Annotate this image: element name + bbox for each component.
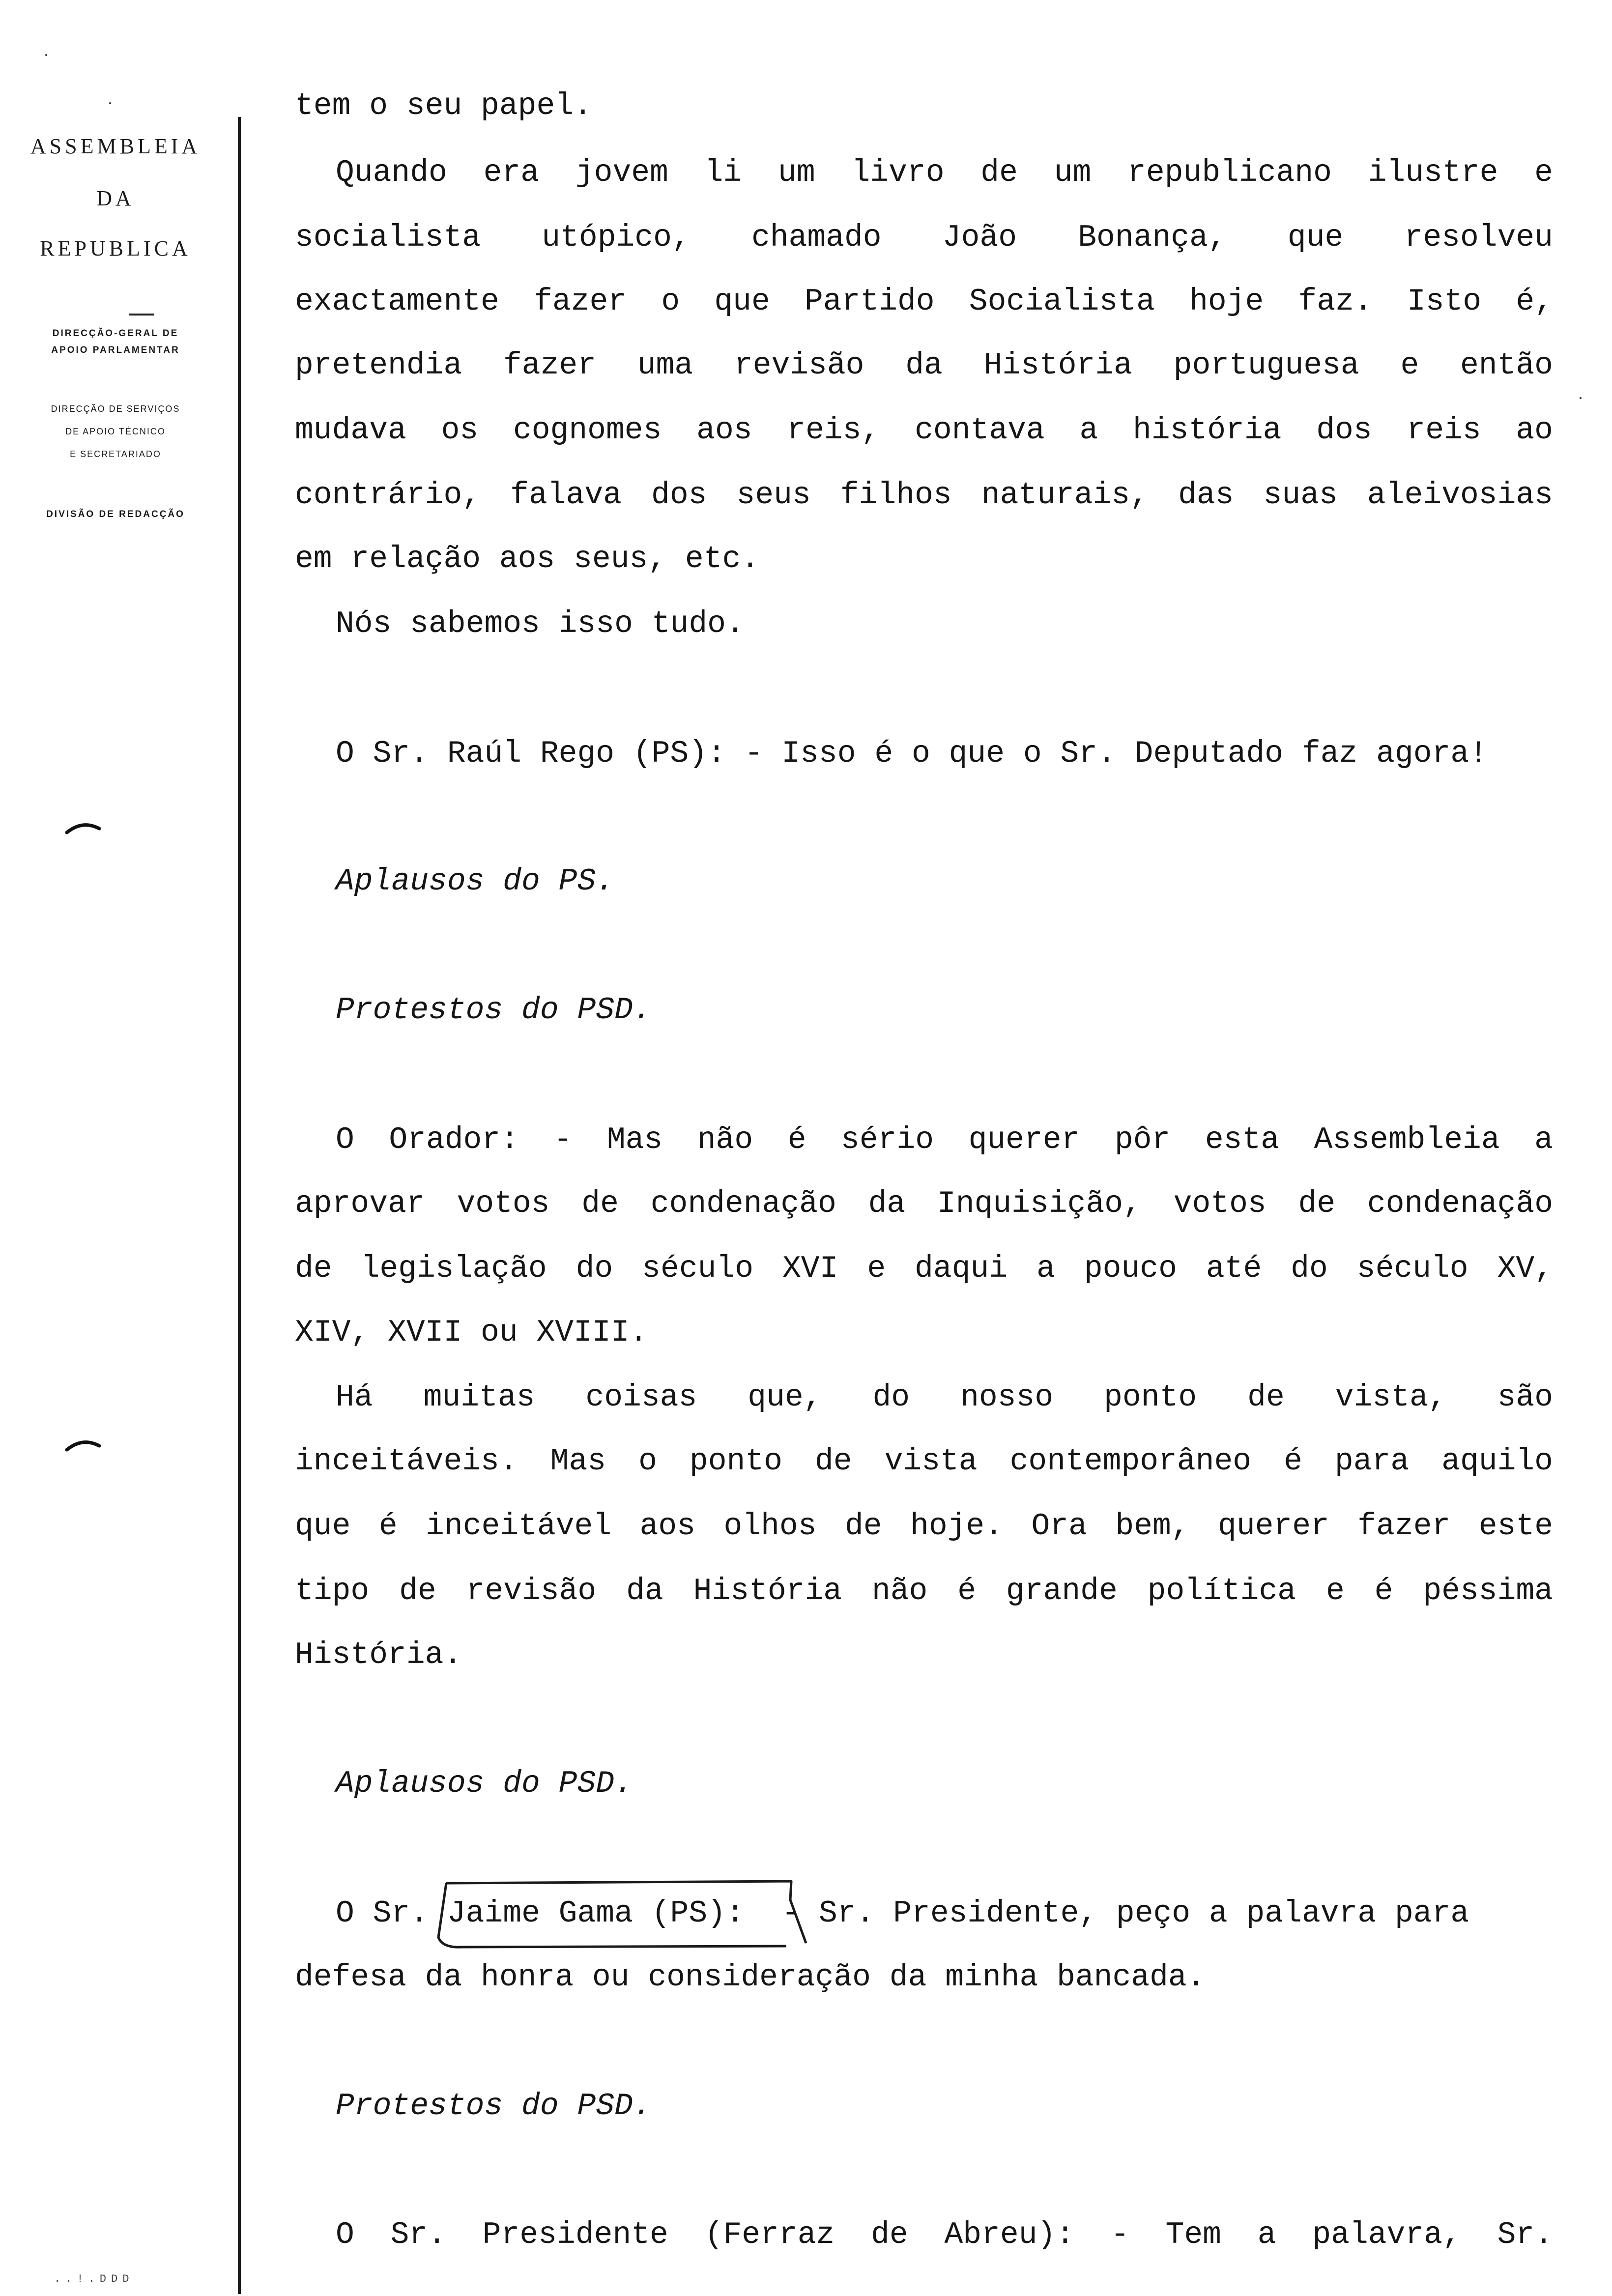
hand-drawn-box xyxy=(432,1874,806,1953)
scan-speck xyxy=(1580,397,1582,399)
scan-speck xyxy=(109,102,111,104)
text-line: tem o seu papel. xyxy=(295,88,592,123)
letterhead-republica: REPUBLICA xyxy=(40,236,191,260)
speaker-prefix: O Sr. xyxy=(336,1896,429,1931)
letterhead-dg-line1: DIRECÇÃO-GERAL DE xyxy=(52,328,179,339)
letterhead-ds-line2: DE APOIO TÉCNICO xyxy=(65,427,166,436)
text-line: XIV, XVII ou XVIII. xyxy=(295,1315,648,1350)
highlighted-speaker-name xyxy=(447,1894,745,1933)
text-line: tipo de revisão da História não é grande política e é péssima xyxy=(295,1574,1553,1608)
text-line: contrário, falava dos seus filhos naturais, das suas aleivosias xyxy=(295,478,1553,513)
speaker-line: O Sr. Raúl Rego (PS): - Isso é o que o Sr. Deputado faz agora! xyxy=(336,736,1488,771)
margin-rule xyxy=(238,117,241,2294)
text-line: em relação aos seus, etc. xyxy=(295,542,760,576)
scan-speck xyxy=(45,54,47,56)
letterhead-ds-line3: E SECRETARIADO xyxy=(70,449,161,459)
text-line: de legislação do século XVI e daqui a pouco até do século XV, xyxy=(295,1251,1553,1286)
footer-code: ..!.DDD xyxy=(54,2273,134,2285)
text-line: socialista utópico, chamado João Bonança, que resolveu xyxy=(295,220,1553,255)
text-line: Quando era jovem li um livro de um republicano ilustre e xyxy=(336,155,1553,190)
text-line: O Orador: - Mas não é sério querer pôr esta Assembleia a xyxy=(336,1122,1553,1157)
stage-direction: Aplausos do PS. xyxy=(336,864,615,899)
letterhead-assembleia: ASSEMBLEIA xyxy=(30,134,201,158)
letterhead-dg-line2: APOIO PARLAMENTAR xyxy=(51,345,180,355)
text-line: mudava os cognomes aos reis, contava a história dos reis ao xyxy=(295,413,1553,448)
letterhead-da: DA xyxy=(96,186,135,210)
letterhead-divider xyxy=(129,314,154,316)
speaker-line: O Sr. Presidente (Ferraz de Abreu): - Tem a palavra, Sr. xyxy=(336,2217,1553,2252)
stage-direction: Protestos do PSD. xyxy=(336,2089,652,2124)
text-line: História. xyxy=(295,1637,462,1672)
punch-hole-mark xyxy=(64,816,103,835)
letterhead-ds-line1: DIRECÇÃO DE SERVIÇOS xyxy=(51,404,180,414)
letterhead-divisao: DIVISÃO DE REDACÇÃO xyxy=(46,509,185,519)
speaker-text: - Sr. Presidente, peço a palavra para xyxy=(781,1896,1469,1931)
speaker-line xyxy=(295,1894,1594,1933)
text-line: Há muitas coisas que, do nosso ponto de vista, são xyxy=(336,1380,1553,1415)
text-line: pretendia fazer uma revisão da História portuguesa e então xyxy=(295,348,1553,383)
text-line: que é inceitável aos olhos de hoje. Ora bem, querer fazer este xyxy=(295,1509,1553,1544)
text-line: exactamente fazer o que Partido Socialista hoje faz. Isto é, xyxy=(295,284,1553,319)
speaker-name: Jaime Gama (PS): xyxy=(447,1896,745,1931)
stage-direction: Aplausos do PSD. xyxy=(336,1766,633,1801)
stage-direction: Protestos do PSD. xyxy=(336,993,652,1028)
letterhead xyxy=(0,0,236,2296)
text-line: defesa da honra ou consideração da minha bancada. xyxy=(295,1960,1206,1995)
text-line: inceitáveis. Mas o ponto de vista contemporâneo é para aquilo xyxy=(295,1444,1553,1479)
text-line: aprovar votos de condenação da Inquisição, votos de condenação xyxy=(295,1186,1553,1221)
text-line: Nós sabemos isso tudo. xyxy=(336,606,745,641)
punch-hole-mark xyxy=(64,1433,103,1453)
